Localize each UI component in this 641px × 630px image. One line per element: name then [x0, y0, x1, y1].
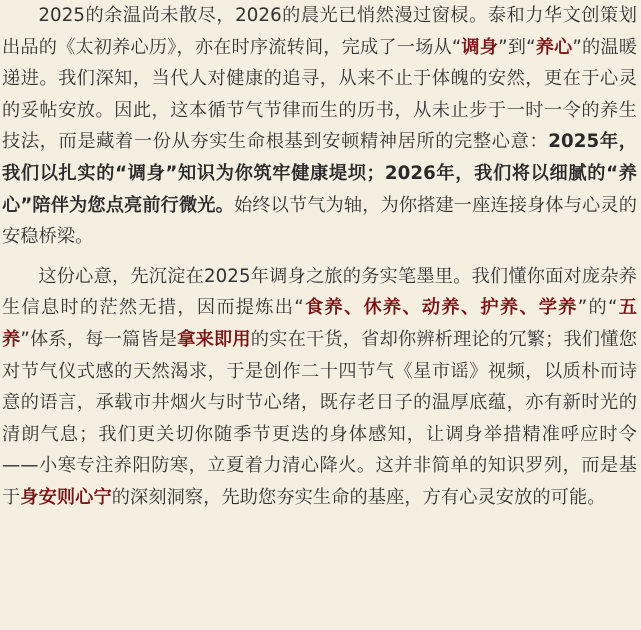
text-segment: ”到“ — [498, 36, 536, 58]
text-segment: ”的“ — [577, 297, 618, 319]
paragraph-details — [2, 261, 637, 514]
text-segment: 2025的余温尚未散尽，2026的晨光已悄然漫过窗棂。泰和力华文创策划出品的《太初养心历》，亦在时序流转间，完成了一场从“ — [2, 5, 637, 58]
text-segment: ”的温暖递进。我们深知，当代人对健康的追寻，从来不止于体魄的安然，更在于心灵的妥帖安放。因此，这本循节气节律而生的历书，从未止步于一时一令的养生技法，而是藏着一份从夯实生命根基到安顿精神居所的完整心意： — [2, 36, 638, 153]
highlight-tiaoshen: 调身 — [461, 36, 499, 58]
highlight-five-nourishments-list: 食养、休养、动养、护养、学养 — [303, 297, 578, 319]
highlight-ready-to-use: 拿来即用 — [177, 328, 251, 350]
highlight-yangxin: 养心 — [535, 36, 573, 58]
text-segment: 的实在干货，省却你辨析理论的冗繁；我们懂您对节气仪式感的天然渴求，于是创作二十四节气《星市谣》视频，以质朴而诗意的语言，承载市井烟火与时节心绪，既存老日子的温厚底蕴，亦有新时光的清朗气息；我们更关切你随季节更迭的身体感知，让调身举措精准呼应时令——小寒专注养阳防寒，立夏着力清心降火。这并非简单的知识罗列，而是基于 — [2, 328, 637, 508]
highlight-body-mind: 身安则心宁 — [20, 486, 112, 508]
highlight-wuyang: 五养 — [2, 297, 637, 350]
text-segment: ”体系，每一篇皆是 — [20, 328, 178, 350]
bold-statement: 2025年，我们以扎实的“调身”知识为你筑牢健康堤坝；2026年，我们将以细腻的“养心”陪伴为您点亮前行微光。 — [2, 131, 637, 216]
text-segment: 始终以节气为轴，为你搭建一座连接身体与心灵的安稳桥梁。 — [2, 194, 637, 248]
text-segment: 这份心意，先沉淀在2025年调身之旅的务实笔墨里。我们懂你面对庞杂养生信息时的茫然无措，因而提炼出“ — [2, 265, 637, 319]
paragraph-intro — [2, 0, 637, 253]
text-segment: 的深刻洞察，先助您夯实生命的基座，方有心灵安放的可能。 — [111, 486, 606, 508]
